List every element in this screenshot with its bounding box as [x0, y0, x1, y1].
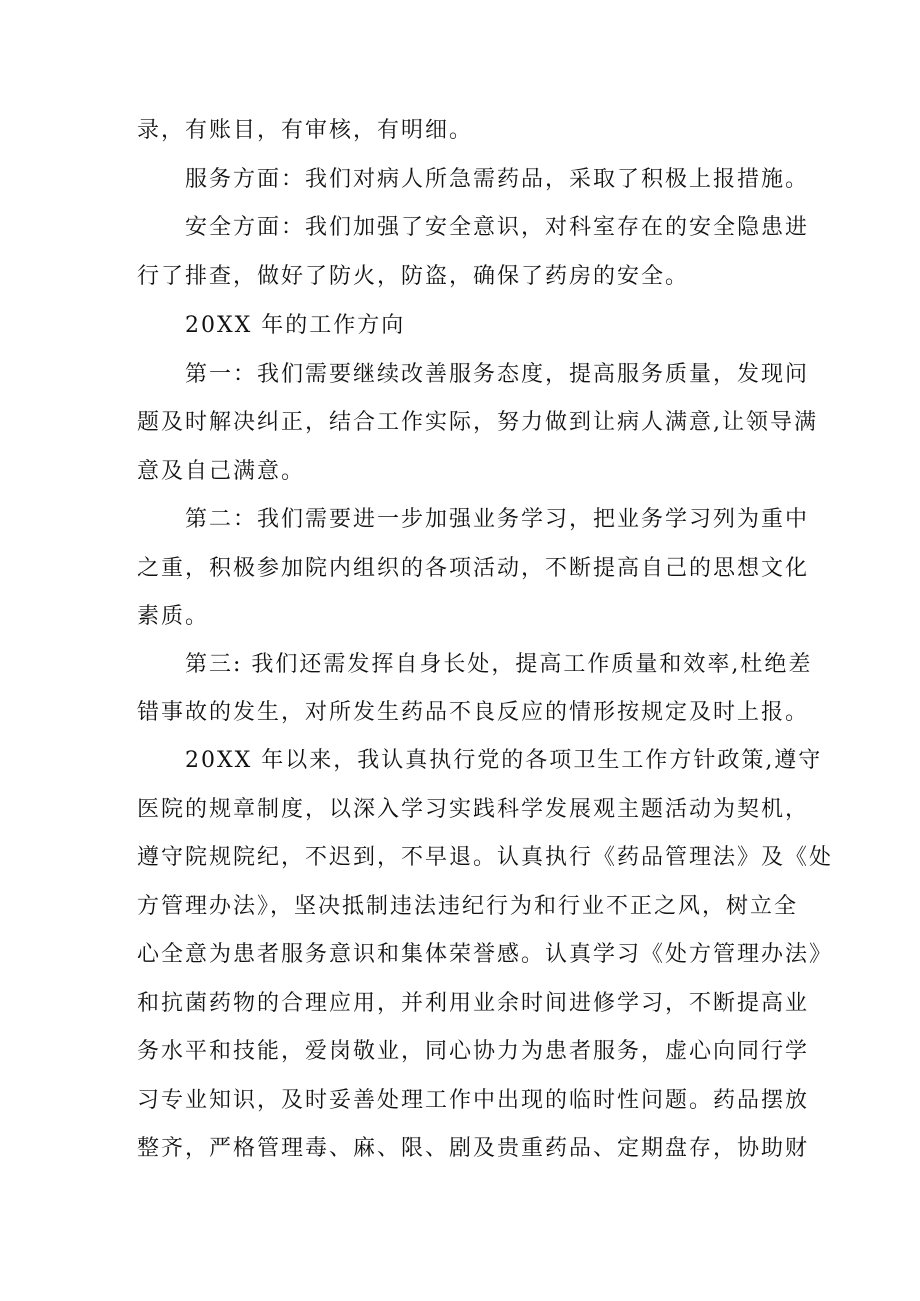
- text-line-6: 第一：我们需要继续改善服务态度，提高服务质量，发现问: [185, 362, 810, 387]
- text-line-13: 错事故的发生，对所发生药品不良反应的情形按规定及时上报。: [137, 700, 810, 725]
- section-heading: 20XX 年的工作方向: [185, 313, 406, 338]
- text-line-2: 服务方面：我们对病人所急需药品，采取了积极上报措施。: [185, 167, 810, 192]
- text-line-11: 素质。: [137, 604, 210, 629]
- text-line-8: 意及自己满意。: [137, 459, 306, 484]
- text-line-21: 习专业知识，及时妥善处理工作中出现的临时性问题。药品摆放: [137, 1088, 810, 1113]
- text-line-7: 题及时解决纠正，结合工作实际，努力做到让病人满意,让领导满: [137, 410, 818, 435]
- text-line-17: 方管理办法》，坚决抵制违法违纪行为和行业不正之风，树立全: [137, 894, 799, 919]
- text-line-20: 务水平和技能，爱岗敬业，同心协力为患者服务，虚心向同行学: [137, 1039, 810, 1064]
- text-line-16: 遵守院规院纪，不迟到，不早退。认真执行《药品管理法》及《处: [137, 845, 834, 870]
- text-line-18: 心全意为患者服务意识和集体荣誉感。认真学习《处方管理办法》: [137, 942, 834, 967]
- text-line-14: 20XX 年以来，我认真执行党的各项卫生工作方针政策,遵守: [185, 748, 823, 773]
- text-line-3: 安全方面：我们加强了安全意识，对科室存在的安全隐患进: [185, 215, 810, 240]
- text-line-12: 第三: 我们还需发挥自身长处，提高工作质量和效率,杜绝差: [185, 652, 813, 677]
- text-line-19: 和抗菌药物的合理应用，并利用业余时间进修学习，不断提高业: [137, 991, 810, 1016]
- text-line-1: 录，有账目，有审核，有明细。: [137, 118, 474, 143]
- text-line-15: 医院的规章制度，以深入学习实践科学发展观主题活动为契机，: [137, 797, 810, 822]
- text-line-22: 整齐，严格管理毒、麻、限、剧及贵重药品、定期盘存，协助财: [137, 1136, 810, 1161]
- text-line-9: 第二：我们需要进一步加强业务学习，把业务学习列为重中: [185, 507, 810, 532]
- text-line-4: 行了排查，做好了防火，防盗，确保了药房的安全。: [137, 264, 690, 289]
- text-line-10: 之重，积极参加院内组织的各项活动，不断提高自己的思想文化: [137, 556, 810, 581]
